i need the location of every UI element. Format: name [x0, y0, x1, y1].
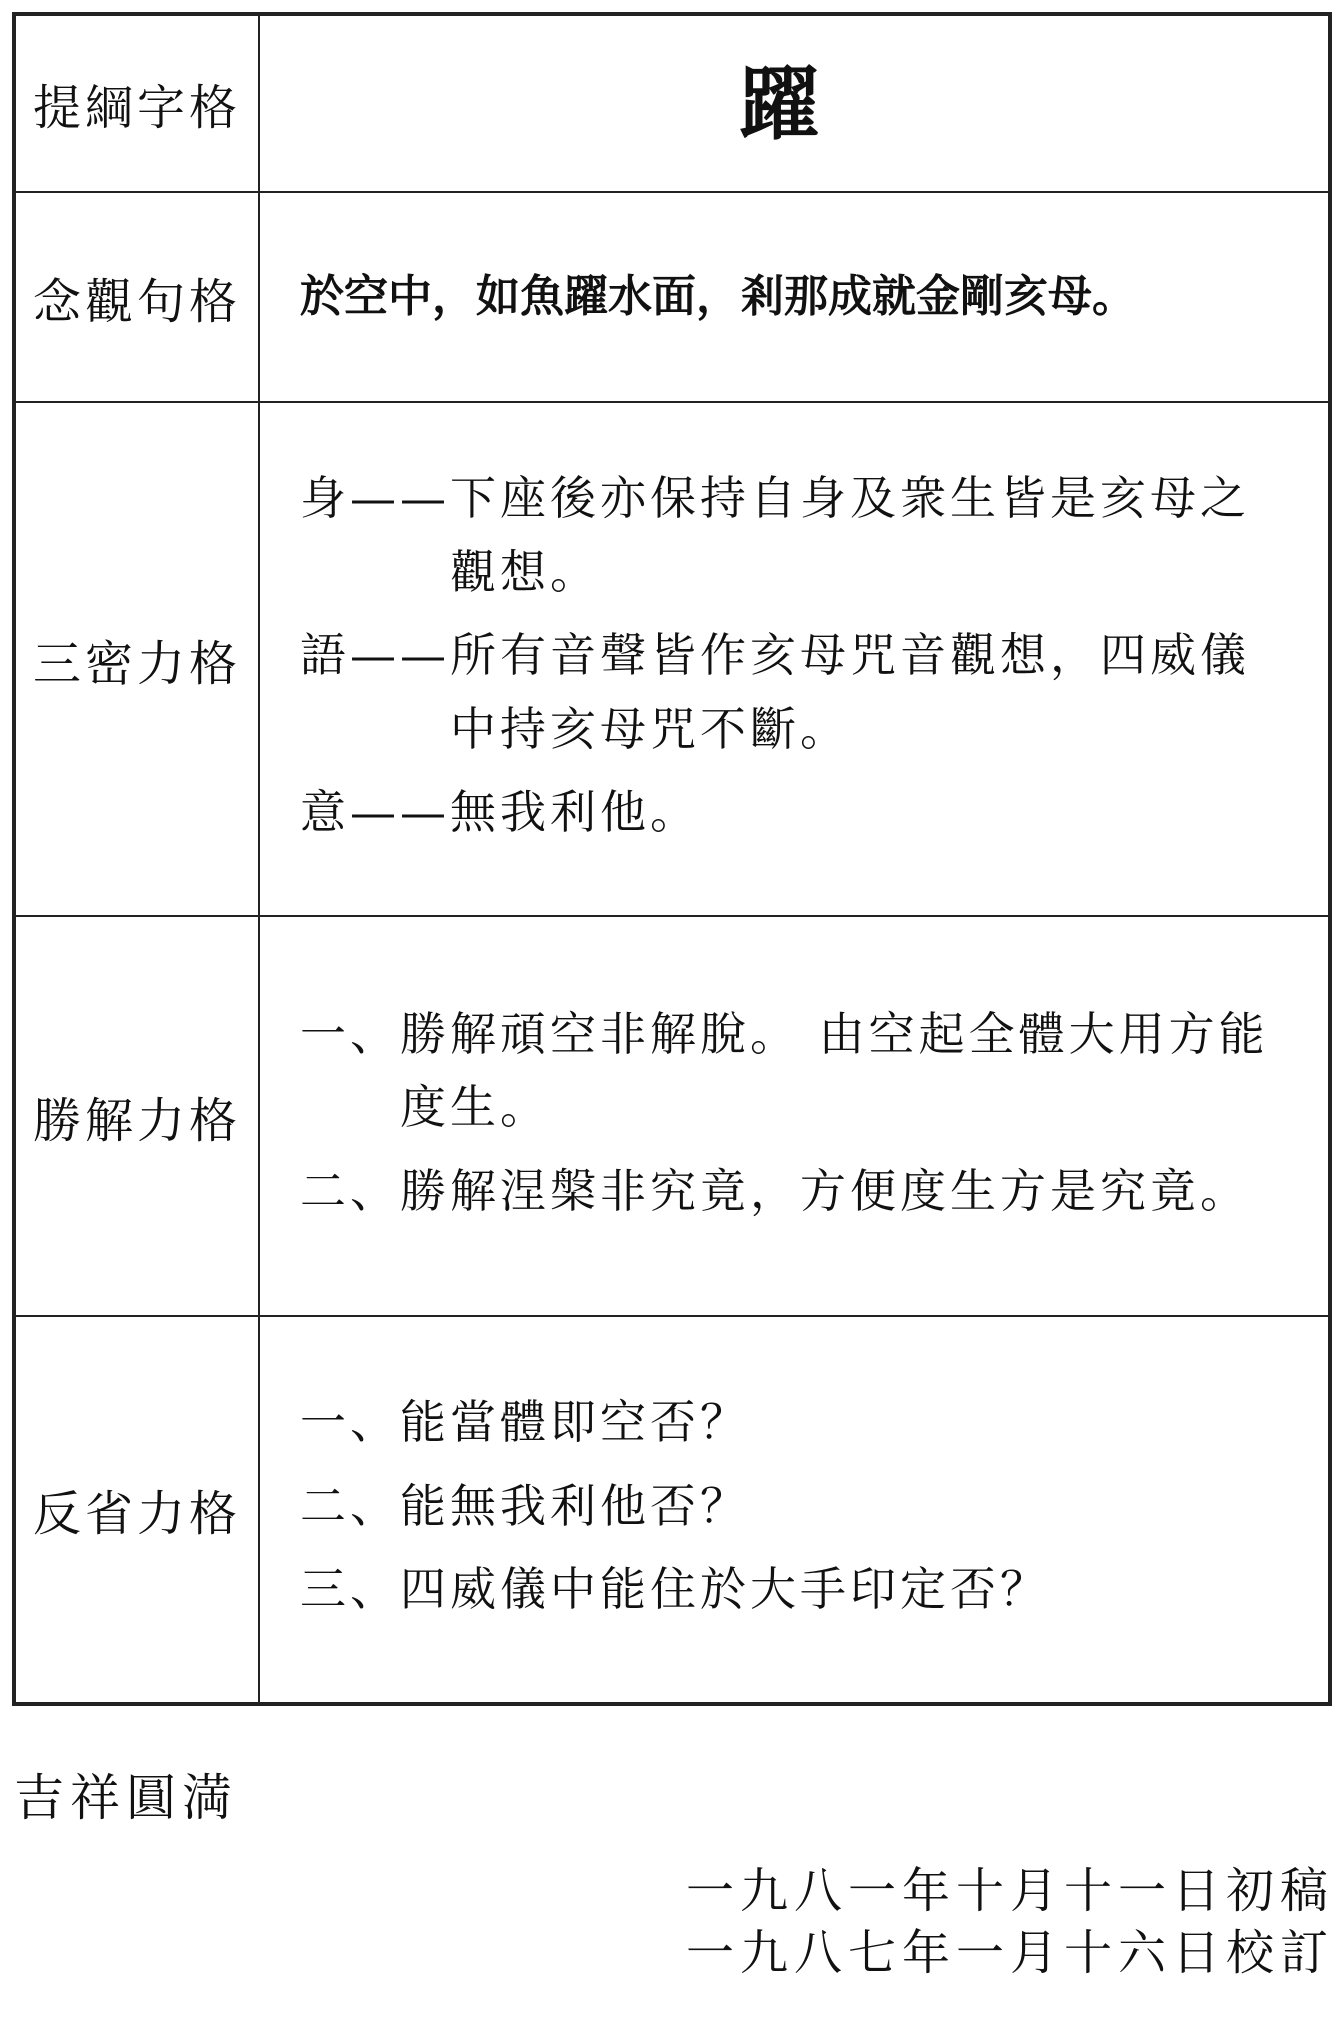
reflection-content: [259, 1316, 1330, 1704]
item-prefix: 二、: [300, 1163, 400, 1218]
item-prefix: 一、: [300, 1006, 400, 1061]
list-item: [300, 1553, 1298, 1627]
item-prefix: 三、: [300, 1562, 400, 1617]
item-prefix: 語——: [300, 628, 450, 683]
list-item: [300, 998, 1298, 1145]
item-text: 下座後亦保持自身及衆生皆是亥母之觀想。: [450, 471, 1250, 599]
keyword-character: 躍: [259, 14, 1330, 192]
list-item: [300, 1470, 1298, 1544]
date-notes: [686, 1860, 1334, 1985]
row-label: 三密力格: [14, 402, 259, 916]
visualization-sentence: 於空中，如魚躍水面，剎那成就金剛亥母。: [259, 192, 1330, 402]
row-label: 反省力格: [14, 1316, 259, 1704]
item-text: 能當體即空否？: [400, 1395, 750, 1450]
row-label: 提綱字格: [14, 14, 259, 192]
item-text: 四威儀中能住於大手印定否？: [400, 1562, 1050, 1617]
row-keyword: [14, 14, 1330, 192]
item-text: 勝解頑空非解脫。 由空起全體大用方能度生。: [400, 1006, 1269, 1135]
list-item: [300, 776, 1298, 850]
practice-table: [12, 12, 1332, 1706]
draft-date: 一九八一年十月十一日初稿: [685, 1863, 1334, 1919]
row-three-secrets: [14, 402, 1330, 916]
row-conviction: [14, 916, 1330, 1316]
item-prefix: 一、: [300, 1395, 400, 1450]
revision-date: 一九八七年一月十六日校訂: [685, 1925, 1334, 1982]
item-text: 無我利他。: [450, 785, 700, 840]
item-text: 能無我利他否？: [400, 1478, 750, 1533]
list-item: [300, 1155, 1298, 1229]
item-text: 所有音聲皆作亥母咒音觀想，四威儀中持亥母咒不斷。: [450, 628, 1250, 756]
row-label: 念觀句格: [14, 192, 259, 402]
conviction-content: [259, 916, 1330, 1316]
item-prefix: 意——: [300, 785, 450, 840]
list-item: [300, 619, 1298, 766]
list-item: [300, 462, 1298, 609]
item-prefix: 身——: [300, 471, 450, 526]
item-prefix: 二、: [300, 1478, 400, 1533]
list-item: [300, 1386, 1298, 1460]
item-text: 勝解涅槃非究竟，方便度生方是究竟。: [400, 1163, 1250, 1218]
row-visualization: [14, 192, 1330, 402]
three-secrets-content: [259, 402, 1330, 916]
row-reflection: [14, 1316, 1330, 1704]
row-label: 勝解力格: [14, 916, 259, 1316]
closing-blessing: 吉祥圓満: [14, 1769, 238, 1827]
